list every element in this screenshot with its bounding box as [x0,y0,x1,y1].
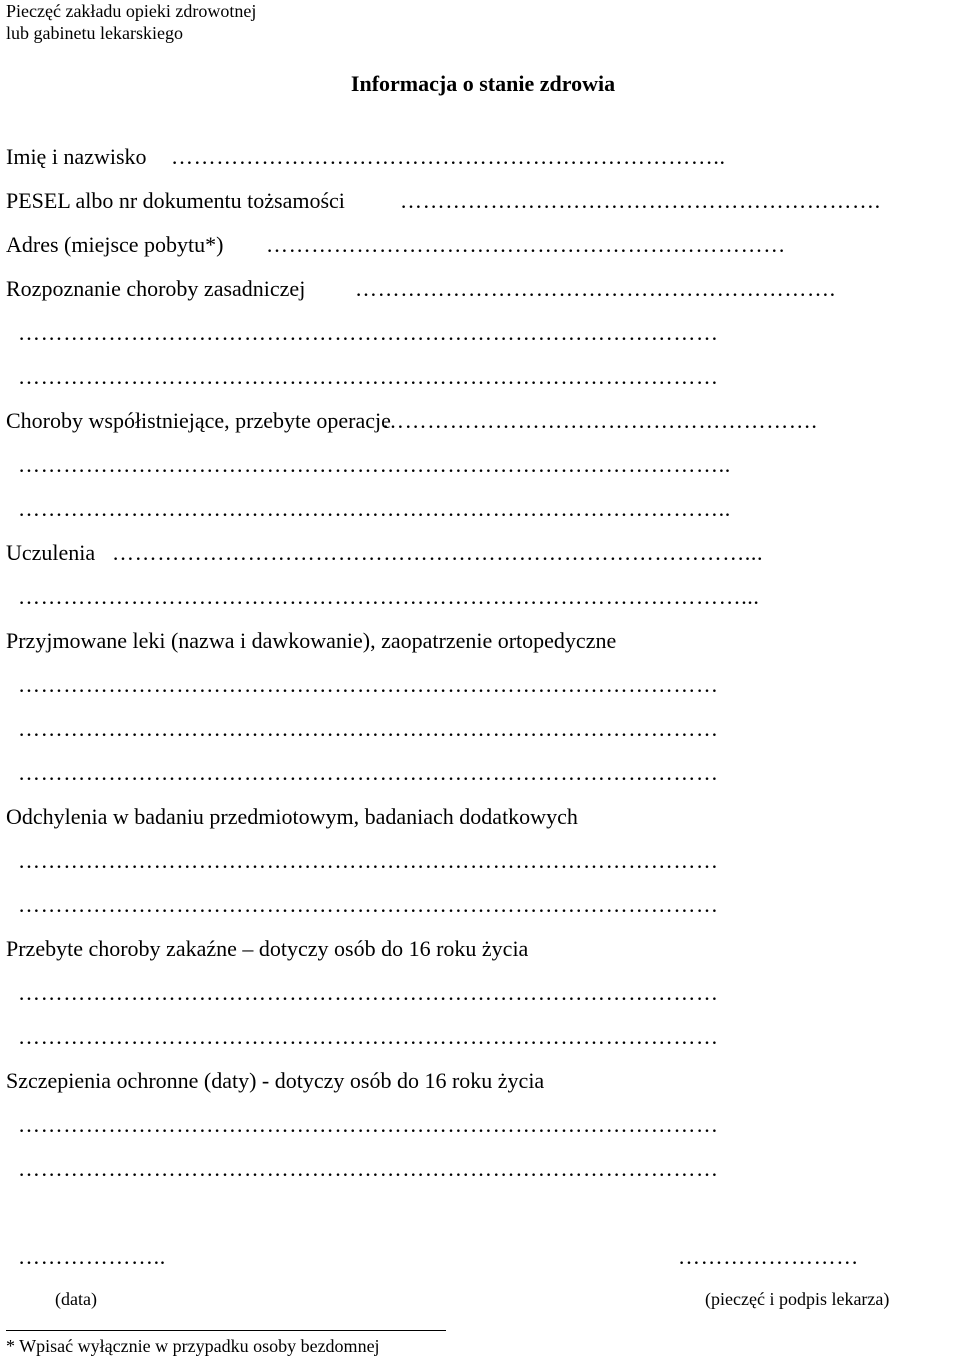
deviations-line-1[interactable]: ………………………………………………………………………………… [18,848,719,873]
pesel-label: PESEL albo nr dokumentu tożsamości [6,188,345,213]
address-label: Adres (miejsce pobytu*) [6,232,224,257]
stamp-line-2: lub gabinetu lekarskiego [6,23,183,43]
allergies-line-2[interactable]: ……………………………………………………………………………………... [18,584,760,609]
comorbidities-line-2[interactable]: ………………………………………………………………………………….. [18,452,731,477]
comorbidities-label: Choroby współistniejące, przebyte operacje [6,408,391,433]
pesel-dots[interactable]: ………………………………………………………. [400,188,881,213]
vaccinations-line-1[interactable]: ………………………………………………………………………………… [18,1112,719,1137]
infectious-line-2[interactable]: ………………………………………………………………………………… [18,1024,719,1049]
comorbidities-dots[interactable]: …………………………………………………. [382,408,818,433]
diagnosis-label: Rozpoznanie choroby zasadniczej [6,276,306,301]
date-dots[interactable]: ……………….. [18,1244,166,1269]
vaccinations-label: Szczepienia ochronne (daty) - dotyczy osób do 16 roku życia [6,1068,545,1093]
infectious-line-1[interactable]: ………………………………………………………………………………… [18,980,719,1005]
document-title: Informacja o stanie zdrowia [350,71,616,96]
diagnosis-line-2[interactable]: ………………………………………………………………………………… [18,320,719,345]
signature-dots[interactable]: …………………… [678,1244,859,1269]
name-label: Imię i nazwisko [6,144,147,169]
allergies-dots[interactable]: …………………………………………………………………………... [112,540,764,565]
medications-label: Przyjmowane leki (nazwa i dawkowanie), zaopatrzenie ortopedyczne [6,628,617,653]
comorbidities-line-3[interactable]: ………………………………………………………………………………….. [18,496,731,521]
address-dots[interactable]: …………………………………………………………… [266,232,786,257]
diagnosis-line-3[interactable]: ………………………………………………………………………………… [18,364,719,389]
medications-line-2[interactable]: ………………………………………………………………………………… [18,716,719,741]
medications-line-1[interactable]: ………………………………………………………………………………… [18,672,719,697]
footnote: * Wpisać wyłącznie w przypadku osoby bezdomnej [6,1336,380,1356]
footnote-rule [6,1330,446,1331]
date-label: (data) [55,1289,97,1309]
deviations-line-2[interactable]: ………………………………………………………………………………… [18,892,719,917]
stamp-line-1: Pieczęć zakładu opieki zdrowotnej [6,1,257,21]
diagnosis-dots[interactable]: ………………………………………………………. [355,276,836,301]
deviations-label: Odchylenia w badaniu przedmiotowym, badaniach dodatkowych [6,804,578,829]
signature-label: (pieczęć i podpis lekarza) [705,1289,890,1309]
medications-line-3[interactable]: ………………………………………………………………………………… [18,760,719,785]
vaccinations-line-2[interactable]: ………………………………………………………………………………… [18,1156,719,1181]
infectious-label: Przebyte choroby zakaźne – dotyczy osób do 16 roku życia [6,936,529,961]
name-dots[interactable]: ……………………………………………………………….. [171,144,726,169]
allergies-label: Uczulenia [6,540,96,565]
